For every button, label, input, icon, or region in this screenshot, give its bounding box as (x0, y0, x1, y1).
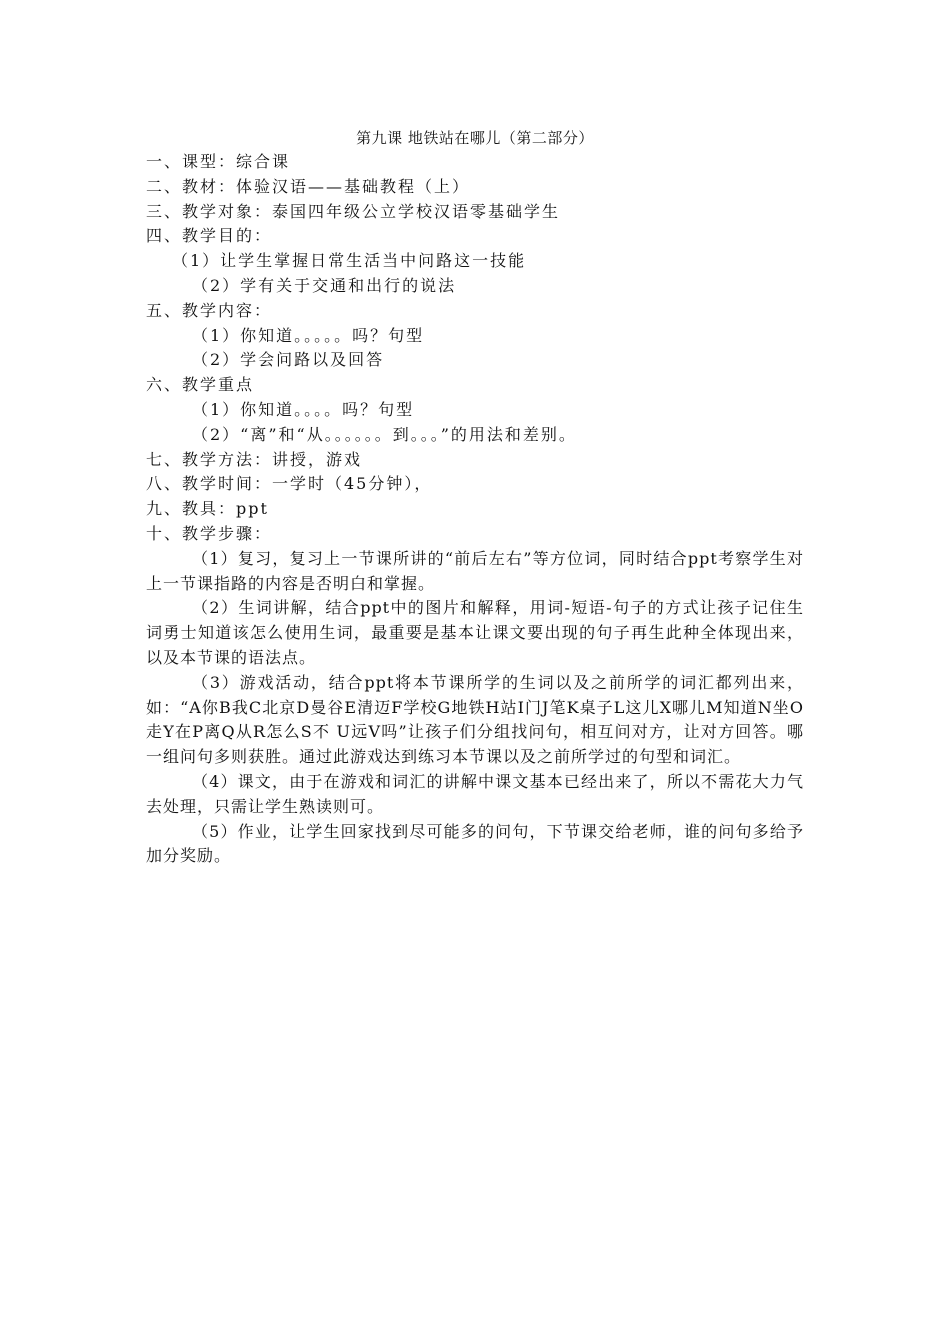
document-title: 第九课 地铁站在哪儿（第二部分） (356, 129, 594, 147)
objective-2: （2）学有关于交通和出行的说法 (192, 275, 457, 295)
item-time: 八、教学时间：一学时（45分钟）， (146, 474, 433, 494)
content-1: （1）你知道。。。。。吗？句型 (192, 325, 425, 345)
item-audience: 三、教学对象：泰国四年级公立学校汉语零基础学生 (146, 201, 561, 221)
item-course-type: 一、课型：综合课 (146, 152, 291, 171)
item-key-points-heading: 六、教学重点 (146, 375, 255, 395)
step-1-review: （1）复习，复习上一节课所讲的“前后左右”等方位词，同时结合ppt考察学生对上一节课指路的内容是否明白和掌握。 (146, 548, 804, 593)
step-2-vocabulary: （2）生词讲解，结合ppt中的图片和解释，用词-短语-句子的方式让孩子记住生词勇士知道该怎么使用生词，最重要是基本让课文要出现的句子再生此种全体现出来，以及本节课的语法点。 (146, 598, 804, 667)
step-3-game: （3）游戏活动，结合ppt将本节课所学的生词以及之前所学的词汇都列出来，如：“A你B我C北京D曼谷E清迈F学校G地铁H站I门J笔K桌子L这儿X哪儿M知道N坐O走Y在P离Q从R怎么S不 U远V吗”让孩子们分组找问句，相互问对方，让对方回答。哪一组问句多则获胜。通过此游戏达到练习本节课以及之前所学过的句型和词汇。 (146, 672, 804, 767)
item-steps-heading: 十、教学步骤： (146, 523, 273, 543)
item-method: 七、教学方法：讲授，游戏 (146, 449, 363, 469)
content-2: （2）学会问路以及回答 (192, 350, 385, 370)
step-5-homework: （5）作业，让学生回家找到尽可能多的问句，下节课交给老师，谁的问句多给予加分奖励。 (146, 821, 804, 866)
step-4-text: （4）课文，由于在游戏和词汇的讲解中课文基本已经出来了，所以不需花大力气去处理，只需让学生熟读则可。 (146, 771, 804, 816)
item-content-heading: 五、教学内容： (146, 300, 273, 320)
item-tools: 九、教具：ppt (146, 499, 269, 519)
item-objectives-heading: 四、教学目的： (146, 226, 273, 246)
key-point-1: （1）你知道。。。。吗？句型 (192, 399, 415, 419)
item-textbook: 二、教材：体验汉语——基础教程（上） (146, 176, 471, 196)
document-body (146, 150, 804, 869)
key-point-2: （2）“离”和“从。。。。。。到。。。”的用法和差别。 (192, 424, 577, 444)
objective-1: （1）让学生掌握日常生活当中问路这一技能 (172, 251, 527, 271)
